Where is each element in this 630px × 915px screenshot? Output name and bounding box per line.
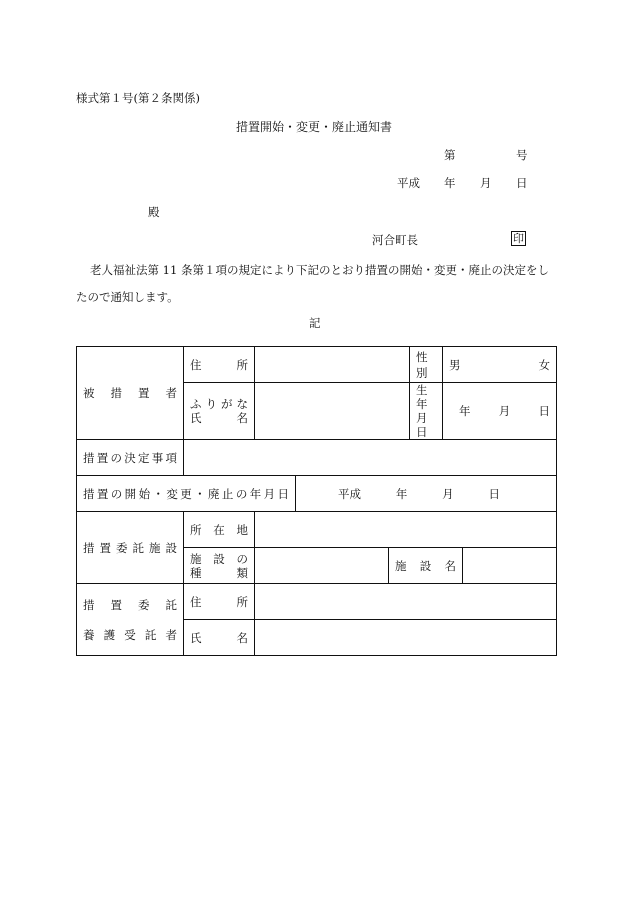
address-label-cell [184,347,255,383]
name-value[interactable] [255,383,410,440]
facility-cell [77,512,184,584]
number-suffix: 号 [516,148,528,162]
facility-name-value[interactable] [463,548,557,584]
seal-mark: 印 [513,232,524,245]
period-era: 平成 [338,486,361,501]
number-prefix: 第 [444,148,456,162]
address-value[interactable] [255,347,410,383]
body-line-2: たので通知します。 [76,290,179,304]
period-label-cell [77,476,296,512]
gender-label-cell [410,347,443,383]
birth-month: 月 [498,404,511,418]
name-label: 氏名 [190,411,248,425]
person-cell [77,347,184,440]
trustee-address-value[interactable] [255,584,557,620]
date-day: 日 [516,176,528,190]
birth-label-cell [410,383,443,440]
facility-type-value[interactable] [255,548,389,584]
decision-label: 措置の決定事項 [83,450,177,465]
location-label: 所在地 [190,522,248,537]
date-year: 年 [444,176,456,190]
trustee-address-label: 住所 [190,594,248,609]
addressee-suffix: 殿 [148,205,160,219]
person-label: 被措置者 [83,386,177,400]
trustee-address-label-cell [184,584,255,620]
document-title: 措置開始・変更・廃止通知書 [236,120,393,134]
table-row [77,347,557,383]
period-year: 年 [395,486,408,501]
furigana-label: ふりがな [190,397,248,411]
birth-day: 日 [538,404,551,418]
trustee-label-2: 養護受託者 [83,627,177,642]
date-era: 平成 [397,176,420,190]
address-label: 住所 [190,357,248,372]
form-number: 様式第１号(第２条関係) [76,91,200,105]
facility-name-label-cell [389,548,463,584]
period-value-cell[interactable] [296,476,557,512]
birth-year: 年 [459,404,471,418]
trustee-label-1: 措置委託 [83,597,177,612]
ki-label: 記 [309,316,321,330]
period-label: 措置の開始・変更・廃止の年月日 [83,486,289,501]
decision-label-cell [77,440,184,476]
trustee-name-value[interactable] [255,620,557,656]
facility-type-label-cell [184,548,255,584]
date-month: 月 [480,176,492,190]
trustee-name-label: 氏名 [190,630,248,645]
gender-male[interactable]: 男 [449,357,461,372]
facility-type-label-1: 施設の [190,551,248,566]
table-row [77,476,557,512]
facility-name-label: 施設名 [395,558,457,573]
birth-label-2: 月日 [416,411,428,439]
gender-female[interactable]: 女 [538,357,551,372]
table-row [77,512,557,548]
facility-label: 措置委託施設 [83,540,177,555]
form-table [76,346,557,656]
birth-value-cell[interactable] [443,383,557,440]
location-value[interactable] [255,512,557,548]
body-line-1: 老人福祉法第 11 条第１項の規定により下記のとおり措置の開始・変更・廃止の決定をし [90,263,549,277]
trustee-cell [77,584,184,656]
trustee-name-label-cell [184,620,255,656]
issuer: 河合町長 [372,233,418,247]
period-month: 月 [442,486,454,501]
table-row [77,440,557,476]
period-day: 日 [488,486,500,501]
name-label-cell [184,383,255,440]
table-row [77,584,557,620]
gender-label: 性別 [416,349,428,380]
location-label-cell [184,512,255,548]
decision-value[interactable] [184,440,557,476]
gender-value-cell[interactable] [443,347,557,383]
birth-label-1: 生年 [416,383,428,411]
facility-type-label-2: 種類 [190,565,248,580]
